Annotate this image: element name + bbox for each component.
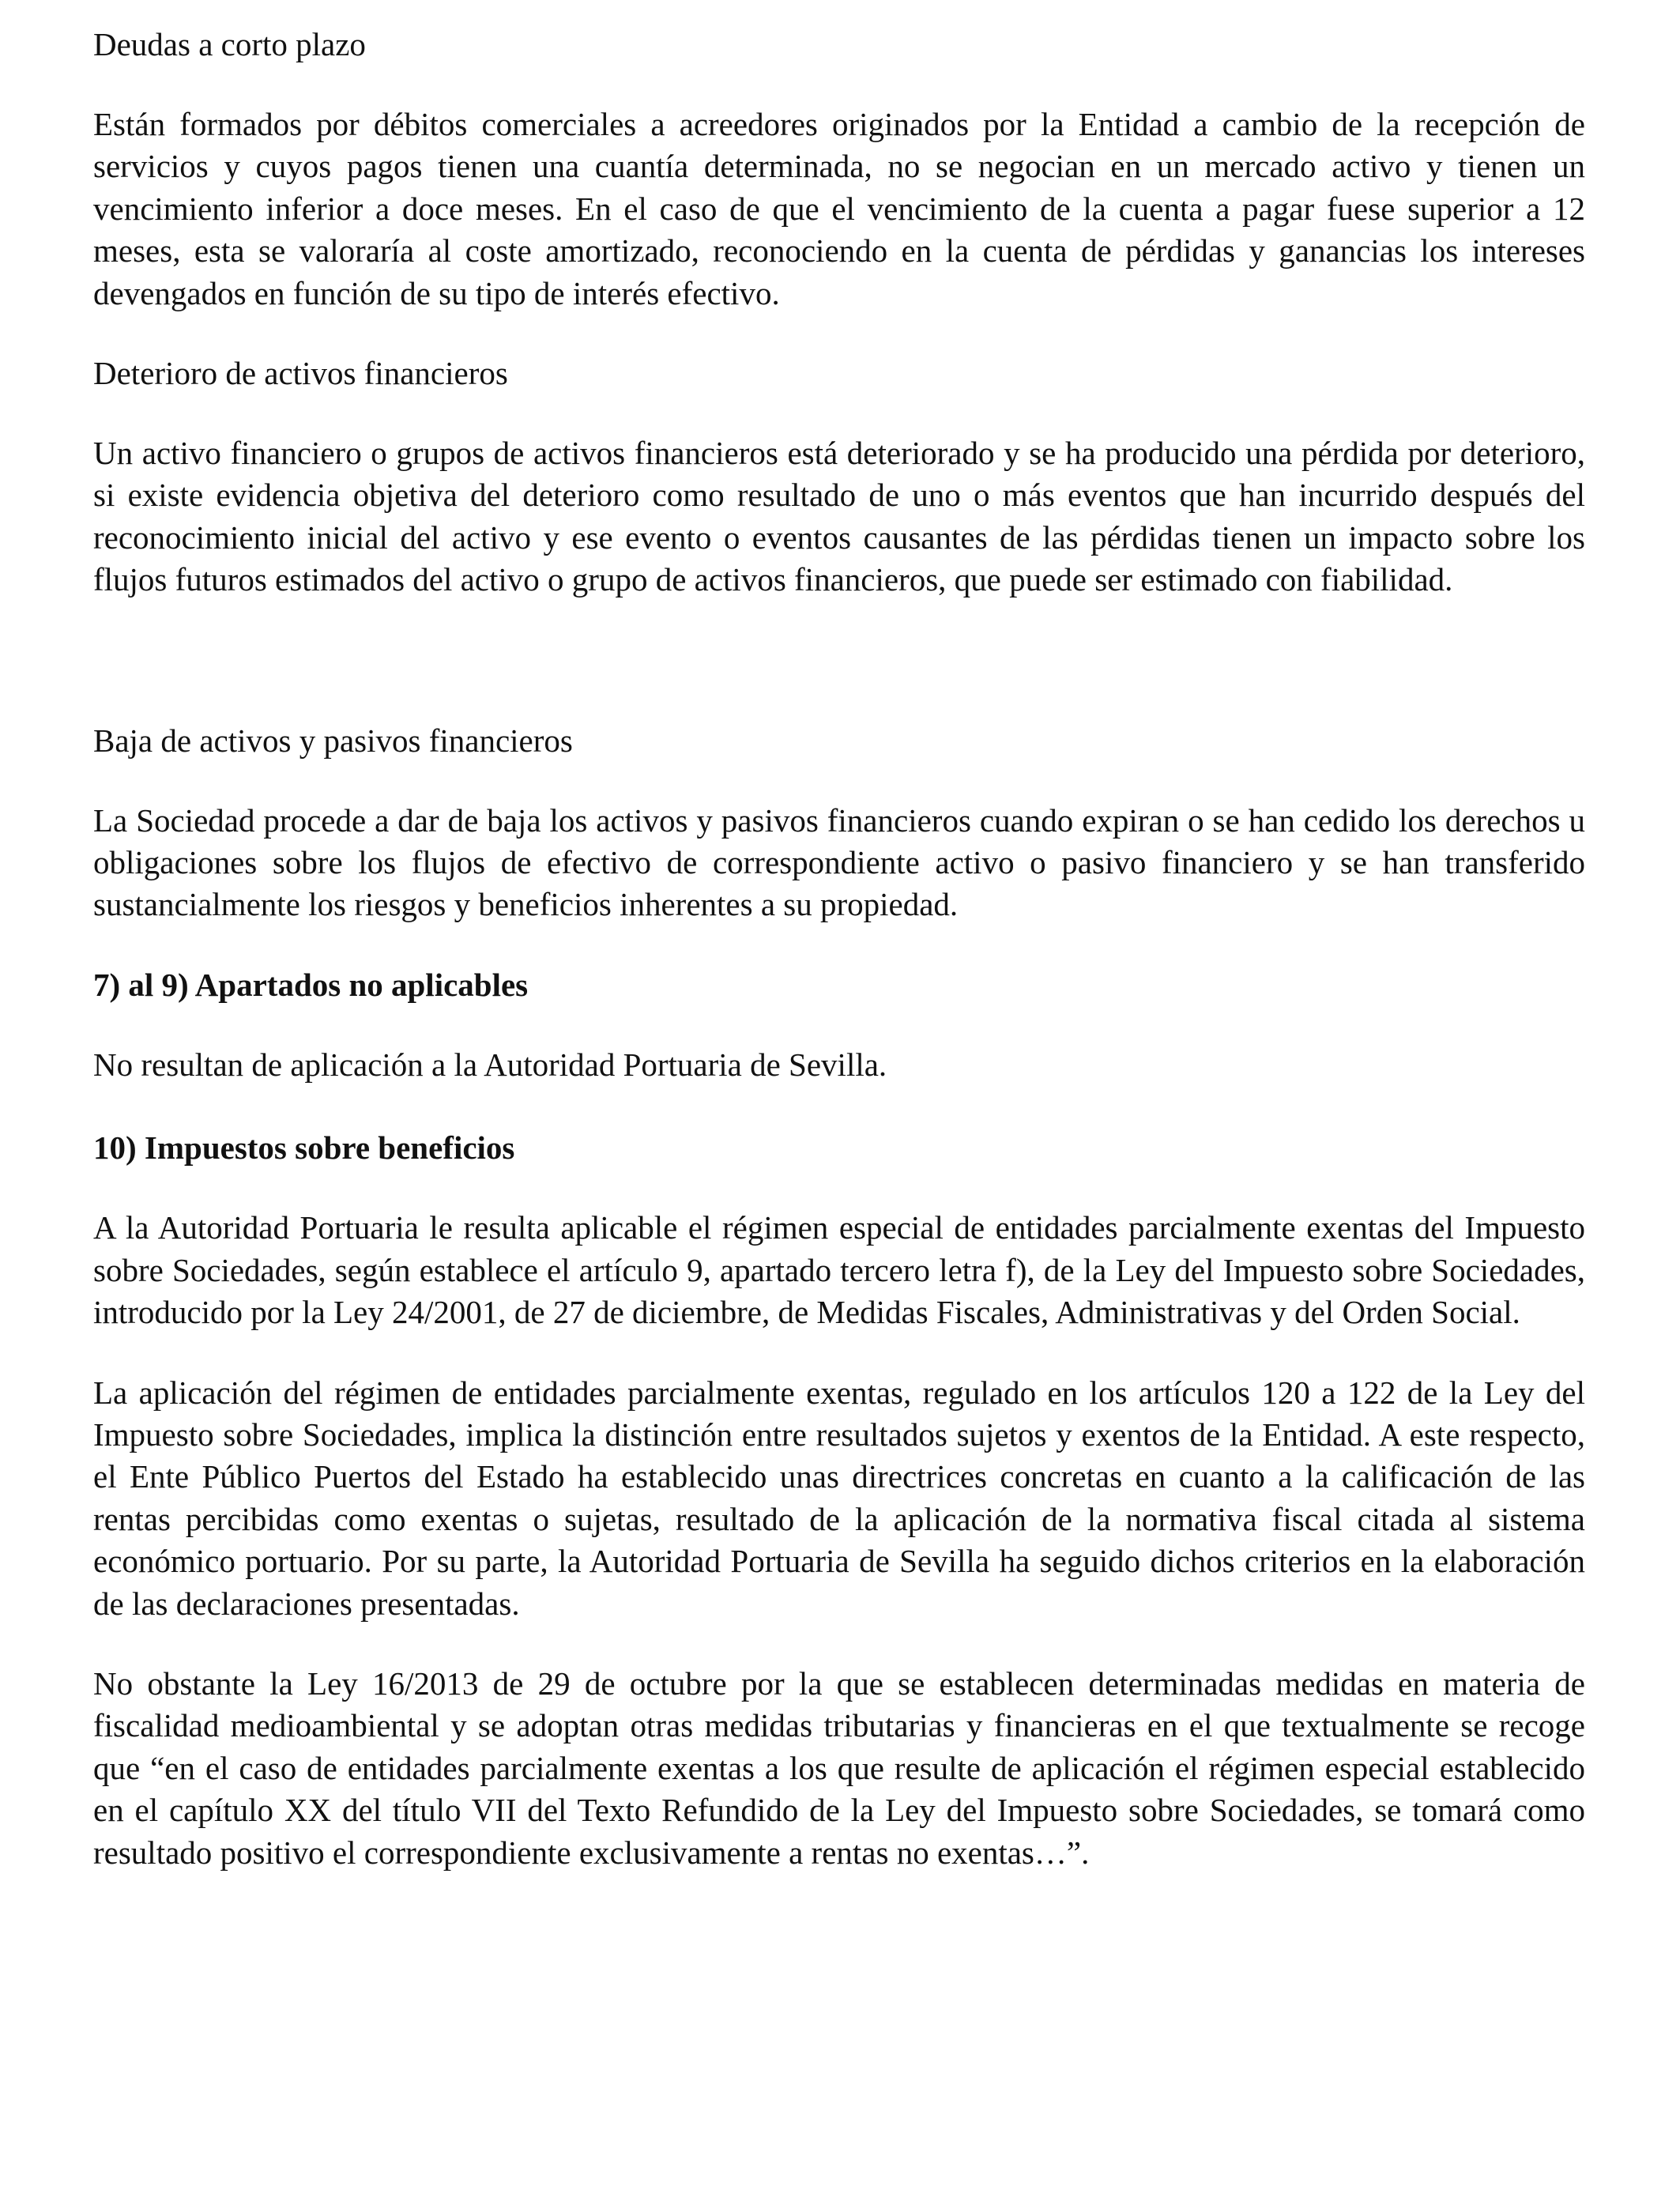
section-heading-deudas: Deudas a corto plazo: [93, 26, 366, 62]
paragraph-deudas: Están formados por débitos comerciales a acreedores originados por la Entidad a cambio de la recepción de servicios y cuyos pagos tienen una cuantía determinada, no se negocian en un mercado activo y tienen un vencimiento inferior a doce meses. En el caso de que el vencimiento de la cuenta a pagar fuese superior a 12 meses, esta se valoraría al coste amortizado, reconociendo en la cuenta de pérdidas y ganancias los intereses devengados en función de su tipo de interés efectivo.: [93, 106, 1585, 311]
section-heading-baja: Baja de activos y pasivos financieros: [93, 722, 573, 759]
paragraph-impuestos-3: No obstante la Ley 16/2013 de 29 de octubre por la que se establecen determinadas medidas en materia de fiscalidad medioambiental y se adoptan otras medidas tributarias y financieras en el que textualmente se recoge que “en el caso de entidades parcialmente exentas a los que resulte de aplicación el régimen especial establecido en el capítulo XX del título VII del Texto Refundido de la Ley del Impuesto sobre Sociedades, se tomará como resultado positivo el correspondiente exclusivamente a rentas no exentas…”.: [93, 1664, 1585, 1871]
section-heading-deterioro: Deterioro de activos financieros: [93, 355, 508, 392]
section-heading-apartados-no-aplicables: 7) al 9) Apartados no aplicables: [93, 966, 529, 1003]
section-heading-impuestos: 10) Impuestos sobre beneficios: [93, 1129, 515, 1167]
paragraph-impuestos-2: La aplicación del régimen de entidades parcialmente exentas, regulado en los artículos 120 a 122 de la Ley del Impuesto sobre Sociedades, implica la distinción entre resultados sujetos y exentos de la Entidad. A este respecto, el Ente Público Puertos del Estado ha establecido unas directrices concretas en cuanto a la calificación de las rentas percibidas como exentas o sujetas, resultado de la aplicación de la normativa fiscal citada al sistema económico portuario. Por su parte, la Autoridad Portuaria de Sevilla ha seguido dichos criterios en la elaboración de las declaraciones presentadas.: [93, 1374, 1585, 1622]
paragraph-apartados-no-aplicables: No resultan de aplicación a la Autoridad Portuaria de Sevilla.: [93, 1046, 887, 1083]
paragraph-baja: La Sociedad procede a dar de baja los activos y pasivos financieros cuando expiran o se han cedido los derechos u obligaciones sobre los flujos de efectivo de correspondiente activo o pasivo financiero y se han transferido sustancialmente los riesgos y beneficios inherentes a su propiedad.: [93, 801, 1585, 923]
paragraph-deterioro: Un activo financiero o grupos de activos financieros está deteriorado y se ha producido una pérdida por deterioro, si existe evidencia objetiva del deterioro como resultado de uno o más eventos que han incurrido después del reconocimiento inicial del activo y ese evento o eventos causantes de las pérdidas tienen un impacto sobre los flujos futuros estimados del activo o grupo de activos financieros, que puede ser estimado con fiabilidad.: [93, 435, 1585, 598]
paragraph-impuestos-1: A la Autoridad Portuaria le resulta aplicable el régimen especial de entidades parcialmente exentas del Impuesto sobre Sociedades, según establece el artículo 9, apartado tercero letra f), de la Ley del Impuesto sobre Sociedades, introducido por la Ley 24/2001, de 27 de diciembre, de Medidas Fiscales, Administrativas y del Orden Social.: [93, 1209, 1585, 1331]
document-page: [93, 24, 1585, 1874]
